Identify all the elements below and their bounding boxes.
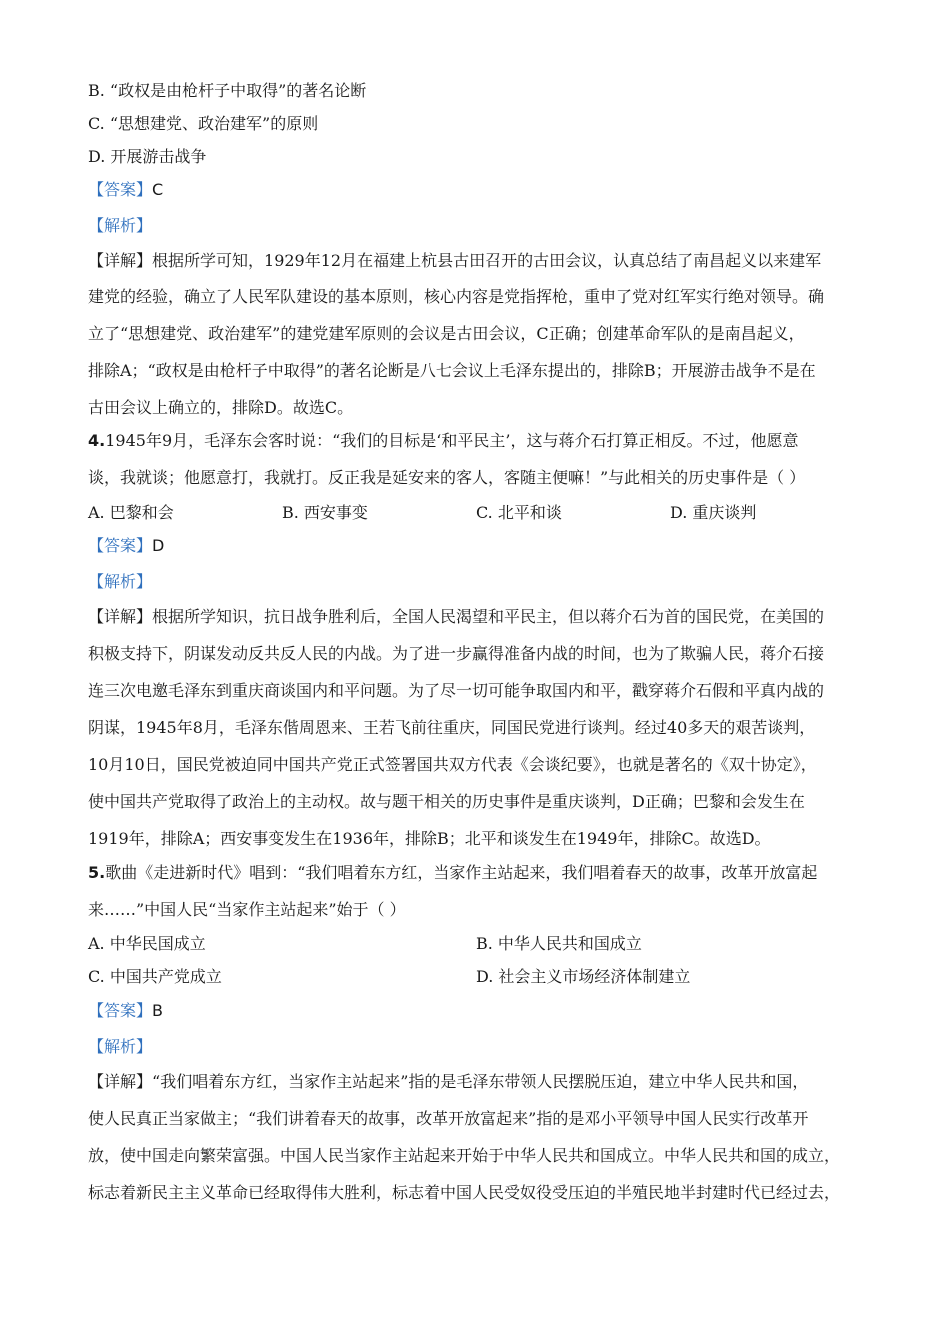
q4-detail-line: 连三次电邀毛泽东到重庆商谈国内和平问题。为了尽一切可能争取国内和平，戳穿蒋介石假和平真内战的	[88, 681, 825, 700]
q5-option-a: A. 中华民国成立	[88, 934, 206, 953]
answer-tag: 【答案】	[88, 536, 153, 555]
q4-option-a: A. 巴黎和会	[88, 503, 174, 522]
q3-detail-line: 【详解】根据所学可知，1929年12月在福建上杭县古田召开的古田会议，认真总结了南昌起义以来建军	[88, 251, 822, 270]
q5-stem-line: 5.歌曲《走进新时代》唱到：“我们唱着东方红，当家作主站起来，我们唱着春天的故事，改革开放富起	[88, 863, 818, 882]
answer-tag: 【答案】	[88, 1001, 153, 1020]
q4-option-d: D. 重庆谈判	[670, 503, 757, 522]
q5-stem-line: 来……”中国人民“当家作主站起来”始于（ ）	[88, 900, 406, 919]
q4-detail-line: 积极支持下，阴谋发动反共反人民的内战。为了进一步赢得准备内战的时间，也为了欺骗人民，蒋介石接	[88, 644, 825, 663]
q5-detail-line: 放，使中国走向繁荣富强。中国人民当家作主站起来开始于中华人民共和国成立。中华人民共和国的成立，	[88, 1146, 841, 1165]
q3-answer	[88, 179, 888, 201]
question-number: 4.	[88, 431, 106, 450]
answer-tag: 【答案】	[88, 180, 153, 199]
answer-value: C	[152, 180, 164, 199]
q3-detail-line: 立了“思想建党、政治建军”的建党建军原则的会议是古田会议，C正确；创建革命军队的是南昌起义，	[88, 324, 805, 343]
detail-tag: 【详解】	[88, 251, 153, 270]
q4-analysis-tag: 【解析】	[88, 572, 153, 591]
q5-detail-line: 使人民真正当家做主；“我们讲着春天的故事，改革开放富起来”指的是邓小平领导中国人民实行改革开	[88, 1109, 809, 1128]
q4-option-c: C. 北平和谈	[476, 503, 562, 522]
q4-stem-line: 4.1945年9月，毛泽东会客时说：“我们的目标是‘和平民主’，这与蒋介石打算正相反。不过，他愿意	[88, 431, 799, 450]
q5-option-b: B. 中华人民共和国成立	[476, 934, 642, 953]
q4-detail-line: 1919年，排除A；西安事变发生在1936年，排除B；北平和谈发生在1949年，排除C。故选D。	[88, 829, 771, 848]
q3-detail-line: 排除A；“政权是由枪杆子中取得”的著名论断是八七会议上毛泽东提出的，排除B；开展游击战争不是在	[88, 361, 816, 380]
q4-detail-line: 【详解】根据所学知识，抗日战争胜利后，全国人民渴望和平民主，但以蒋介石为首的国民党，在美国的	[88, 607, 825, 626]
q4-stem-line: 谈，我就谈；他愿意打，我就打。反正我是延安来的客人，客随主便嘛！”与此相关的历史事件是（ ）	[88, 468, 806, 487]
q4-detail-line: 10月10日，国民党被迫同中国共产党正式签署国共双方代表《会谈纪要》，也就是著名的《双十协定》，	[88, 755, 817, 774]
question-number: 5.	[88, 863, 106, 882]
q5-option-c: C. 中国共产党成立	[88, 967, 222, 986]
q3-option-c: C. “思想建党、政治建军”的原则	[88, 114, 319, 133]
q4-detail-line: 阴谋，1945年8月，毛泽东偕周恩来、王若飞前往重庆，同国民党进行谈判。经过40多天的艰苦谈判，	[88, 718, 816, 737]
q5-analysis-tag: 【解析】	[88, 1037, 153, 1056]
q3-detail-line: 古田会议上确立的，排除D。故选C。	[88, 398, 354, 417]
q3-analysis-tag: 【解析】	[88, 216, 153, 235]
answer-value: B	[152, 1001, 163, 1020]
q3-detail-line: 建党的经验，确立了人民军队建设的基本原则，核心内容是党指挥枪，重申了党对红军实行绝对领导。确	[88, 287, 825, 306]
detail-tag: 【详解】	[88, 607, 153, 626]
q3-option-b: B. “政权是由枪杆子中取得”的著名论断	[88, 81, 367, 100]
q4-detail-line: 使中国共产党取得了政治上的主动权。故与题干相关的历史事件是重庆谈判，D正确；巴黎和会发生在	[88, 792, 805, 811]
q5-answer	[88, 1000, 888, 1022]
q5-option-d: D. 社会主义市场经济体制建立	[476, 967, 691, 986]
answer-value: D	[152, 536, 165, 555]
detail-tag: 【详解】	[88, 1072, 153, 1091]
q5-detail-line: 标志着新民主主义革命已经取得伟大胜利，标志着中国人民受奴役受压迫的半殖民地半封建时代已经过去，	[88, 1183, 841, 1202]
q4-option-b: B. 西安事变	[282, 503, 368, 522]
q5-detail-line: 【详解】“我们唱着东方红，当家作主站起来”指的是毛泽东带领人民摆脱压迫，建立中华人民共和国，	[88, 1072, 809, 1091]
q3-option-d: D. 开展游击战争	[88, 147, 207, 166]
q4-answer	[88, 535, 888, 557]
